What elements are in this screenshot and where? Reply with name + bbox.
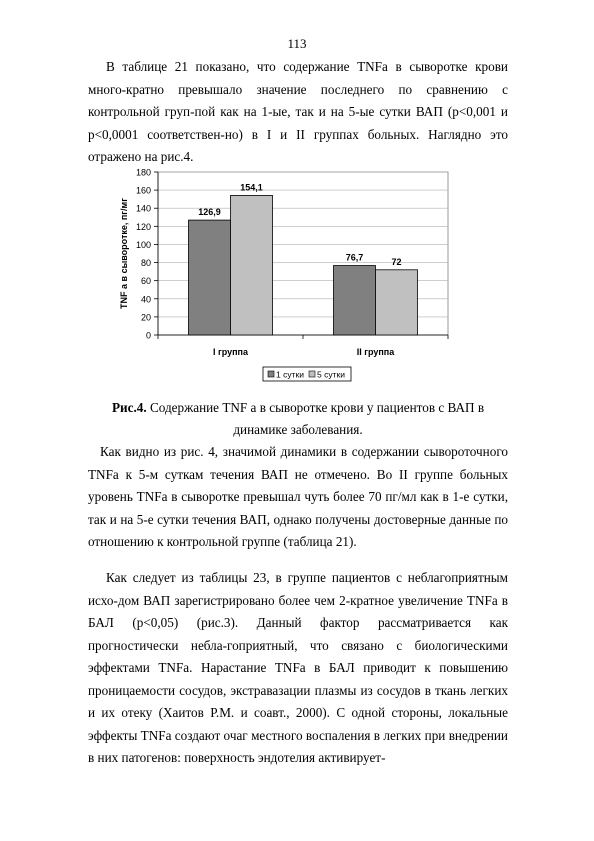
page-number: 113	[287, 36, 307, 51]
bar	[231, 195, 273, 335]
figure-4-chart	[88, 163, 508, 388]
y-tick-label: 180	[135, 167, 151, 178]
y-tick-label: 120	[135, 221, 151, 232]
y-tick-label: 60	[140, 276, 151, 287]
legend-swatch	[309, 371, 315, 377]
legend-swatch	[268, 371, 274, 377]
legend-label: 1 сутки	[276, 369, 304, 380]
figure-caption-text: Содержание TNF a в сыворотке крови у пациентов с ВАП в динамике заболевания.	[146, 400, 485, 437]
x-tick-label: II группа	[356, 347, 395, 357]
data-label: 154,1	[240, 182, 263, 193]
y-tick-label: 20	[140, 312, 151, 323]
bar	[334, 266, 376, 335]
paragraph-1: В таблице 21 показано, что содержание TNFa в сыворотке крови много-кратно превышало значение последнего по сравнению с контрольной груп-пой как на 1-ые, так и на 5-ые сутки ВАП (p<0,001 и p<0,0001 соответствен-но) в I и II группах больных. Наглядно это отражено на рис.4.	[88, 59, 508, 164]
legend-label: 5 сутки	[317, 369, 345, 380]
chart-svg	[88, 163, 508, 388]
x-tick-label: I группа	[212, 347, 249, 357]
y-axis-label: TNF a в сыворотке, пг/мг	[119, 198, 129, 309]
y-tick-label: 40	[140, 294, 151, 305]
y-tick-label: 100	[135, 239, 151, 250]
paragraph-3: Как следует из таблицы 23, в группе пациентов с неблагоприятным исхо-дом ВАП зарегистрировано более чем 2-кратное увеличение TNFa в БАЛ (p<0,05) (рис.3). Данный фактор рассматривается как прогностически небла-гоприятный, что связано с биологическими эффектами TNFa. Нарастание TNFa в БАЛ приводит к повышению проницаемости сосудов, экстравазации плазмы из сосудов в ткань легких и их отеку (Хаитов Р.М. и соавт., 2000). С одной стороны, локальные эффекты TNFa создают очаг местного воспаления в легких при внедрении в них патогенов: поверхность эндотелия активирует-	[88, 570, 508, 765]
paragraph-2: Как видно из рис. 4, значимой динамики в содержании сывороточного TNFa к 5-м суткам течения ВАП не отмечено. Во II группе больных уровень TNFa в сыворотке превышал чуть более 70 пг/мл как в 1-е сутки, так и на 5-е сутки течения ВАП, однако получены достоверные данные по отношению к контрольной группе (таблица 21).	[88, 444, 508, 549]
data-label: 76,7	[345, 252, 364, 263]
data-label: 72	[391, 256, 402, 267]
figure-caption-label: Рис.4.	[111, 400, 147, 415]
figure-caption	[88, 397, 508, 441]
y-tick-label: 80	[140, 258, 151, 269]
y-tick-label: 140	[135, 203, 151, 214]
y-tick-label: 160	[135, 185, 151, 196]
bar	[189, 220, 231, 335]
data-label: 126,9	[198, 207, 221, 218]
bar	[376, 270, 418, 335]
y-tick-label: 0	[145, 330, 151, 341]
